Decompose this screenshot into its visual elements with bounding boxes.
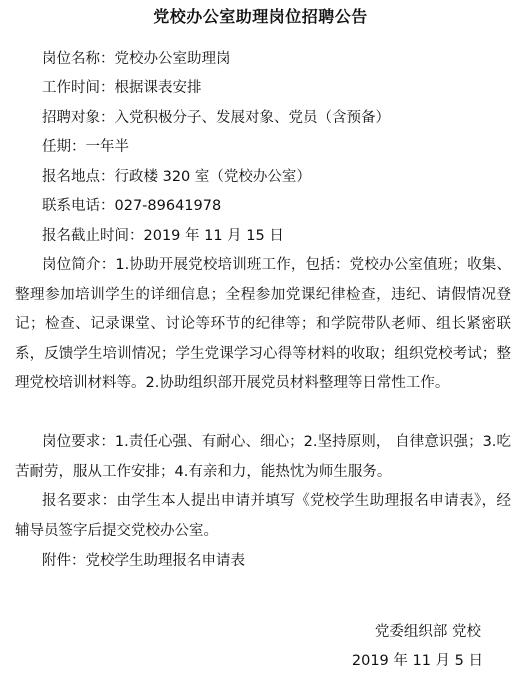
field-work-time: 工作时间：根据课表安排 <box>42 80 202 96</box>
signature-date: 2019 年 11 月 5 日 <box>351 653 483 669</box>
paragraph-requirements: 岗位要求：1.责任心强、有耐心、细心；2.坚持原则， 自律意识强；3.吃苦耐劳，服从工作安排；4.有亲和力，能热忱为师生服务。 <box>15 434 511 480</box>
paragraph-application: 报名要求：由学生本人提出申请并填写《党校学生助理报名申请表》，经辅导员签字后提交党校办公室。 <box>15 493 511 539</box>
field-recruitment-target: 招聘对象：入党积极分子、发展对象、党员（含预备） <box>42 110 390 126</box>
field-term: 任期：一年半 <box>42 139 129 155</box>
paragraph-duties: 岗位简介：1.协助开展党校培训班工作，包括：党校办公室值班；收集、整理参加培训学生的详细信息；全程参加党课纪律检查，违纪、请假情况登记；检查、记录课堂、讨论等环节的纪律等；和学院带队老师、组长紧密联系，反馈学生培训情况；学生党课学习心得等材料的收取；组织党校考试；整理党校培训材料等。2.协助组织部开展党员材料整理等日常性工作。 <box>15 257 511 391</box>
field-registration-location: 报名地点：行政楼 320 室（党校办公室） <box>42 169 311 185</box>
paragraph-attachment: 附件：党校学生助理报名申请表 <box>42 553 245 569</box>
document-title: 党校办公室助理岗位招聘公告 <box>153 7 368 26</box>
field-position-name: 岗位名称：党校办公室助理岗 <box>42 51 231 67</box>
field-contact-phone: 联系电话：027-89641978 <box>42 198 222 214</box>
field-deadline: 报名截止时间：2019 年 11 月 15 日 <box>42 228 284 244</box>
signature-organization: 党委组织部 党校 <box>374 624 481 640</box>
